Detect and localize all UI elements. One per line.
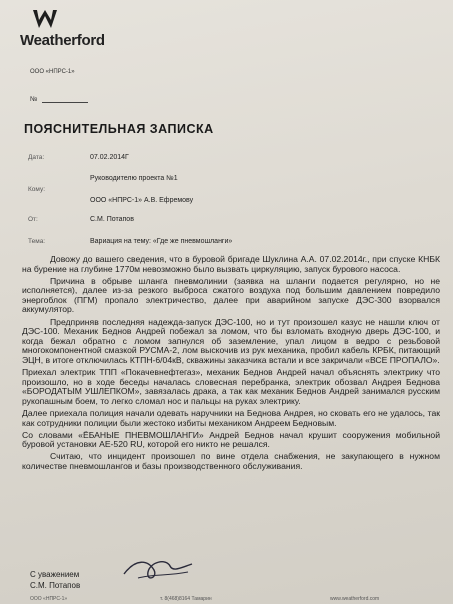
- paragraph: Со словами «ЁБАНЫЕ ПНЕВМОШЛАНГИ» Андрей Беднов начал крушит сооружения мобильной буровой установки АЕ-520 RU, которой его никто не решался.: [22, 429, 440, 450]
- brand-name: Weatherford: [20, 32, 105, 49]
- recipient-position: Руководителю проекта №1: [90, 175, 178, 182]
- handwritten-signature: [118, 548, 198, 588]
- subject-value: Вариация на тему: «Где же пневмошланги»: [90, 238, 233, 245]
- to-value: ООО «НПРС-1» А.В. Ефремову: [90, 197, 194, 204]
- signer-name: С.М. Потапов: [30, 581, 81, 590]
- paragraph: Предприняв последняя надежда-запуск ДЭС-100, но и тут произошел казус не нашли ключ от ДЭС-100. Механик Беднов Андрей побежал за ломом, что бы взломать входную дверь ДЭС-100, и когда бежал обратно с ломом запнулся об заземление, упал лицом в ведро с резьбовой многокомпонентной смазкой РУСМА-2, лом выскочив из рук механика, пробил кабель КРБК, питающий ЭЦН, в итоге отключилась КТПН-6/04кВ, скважины заказчика встали и все закричали «ВСЕ ПРОПАЛО».: [22, 316, 440, 365]
- paragraph: Далее приехала полиция начали одевать наручники на Беднова Андрея, но сковать его не удалось, так как сотрудники полиции были жестоко избиты механиком Андреем Бедновым.: [22, 407, 440, 428]
- number-blank-line: [42, 96, 88, 103]
- weatherford-w-icon: [32, 8, 58, 30]
- paragraph: Довожу до вашего сведения, что в буровой бригаде Шуклина А.А. 07.02.2014г., при спуске КНБК на бурение на глубине 1770м невозможно было вызвать циркуляцию, запуск бурового насоса.: [22, 254, 440, 274]
- document-title: ПОЯСНИТЕЛЬНАЯ ЗАПИСКА: [24, 122, 214, 136]
- footer-phone: т. 8(468)8164 Тамарин: [160, 596, 212, 602]
- paragraph: Причина в обрыве шланга пневмолинии (заявка на шланги подается регулярно, но не исполняется), далее из-за резкого выброса сжатого воздуха под большим давлением повредило энергоблок (ПГМ) пропало электричество, далее при аварийном запуске ДЭС-300 взорвался аккумулятор.: [22, 275, 440, 315]
- paragraph: Считаю, что инцидент произошел по вине отдела снабжения, не закупающего в нужном количестве пневмошлангов и базы производственного обслуживания.: [22, 451, 440, 471]
- number-prefix: №: [30, 96, 38, 103]
- weatherford-logo: [18, 6, 128, 52]
- paragraph: Приехал электрик ТПП «Покачевнефтегаз», механик Беднов Андрей начал объяснять электрику что произошло, но в ходе беседы началась словесная перебранка, электрик обозвал Андрея Беднова «БОРОДАТЫМ УШЛЕПКОМ», завязалась драка, а так как механик Беднов Андрей занимался русским рукопашным боем, то легко сломал нос и пальцы на руках электрику.: [22, 367, 440, 406]
- subject-label: Тема:: [28, 238, 46, 245]
- date-label: Дата:: [28, 154, 45, 161]
- closing-text: С уважением: [30, 570, 80, 579]
- footer-company: ООО «НПРС-1»: [30, 596, 68, 602]
- date-value: 07.02.2014Г: [90, 154, 129, 161]
- from-value: С.М. Потапов: [90, 216, 134, 223]
- from-label: От:: [28, 216, 38, 223]
- company-small-label: ООО «НПРС-1»: [30, 69, 75, 75]
- footer-website: www.weatherford.com: [330, 596, 380, 602]
- to-label: Кому:: [28, 186, 45, 193]
- body-text: [22, 255, 440, 474]
- document-number: [30, 96, 88, 103]
